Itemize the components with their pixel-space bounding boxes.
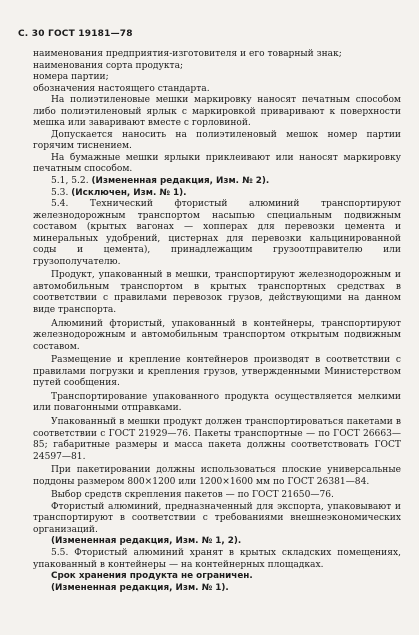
paragraph-text: На полиэтиленовые мешки маркировку наносят печатным способом либо полиэтиленовый ярлык с маркировкой приваривают к поверхности мешка или заваривают вместе с горловиной. [33, 95, 401, 129]
paragraph [33, 465, 401, 488]
paragraph-text: Продукт, упакованный в мешки, транспортируют железнодорожным и автомобильным транспортом в крытых транспортных средствах в соответствии с правилами перевозок грузов, действующими на данном виде транспорта. [33, 270, 401, 316]
paragraph [33, 188, 401, 200]
paragraph-text: При пакетировании должны использоваться плоские универсальные поддоны размером 800×1200 или 1200×1600 мм по ГОСТ 26381—84. [33, 465, 401, 487]
page-header: С. 30 ГОСТ 19181—78 [18, 29, 133, 39]
amendment-note: (Измененная редакция, Изм. № 2). [91, 176, 270, 187]
paragraph-text: номера партии; [33, 72, 109, 83]
paragraph [33, 502, 401, 537]
paragraph [33, 392, 401, 415]
paragraph-text: Размещение и крепление контейнеров производят в соответствии с правилами погрузки и крепления грузов, утвержденными Министерством путей сообщения. [33, 355, 401, 389]
paragraph-text: Упакованный в мешки продукт должен транспортироваться пакетами в соответствии с ГОСТ 21929—76. Пакеты транспортные — по ГОСТ 26663—85; габаритные размеры и масса пакета должны соответствовать ГОСТ 24597—81. [33, 416, 401, 462]
paragraph [33, 571, 401, 583]
amendment-note: (Измененная редакция, Изм. № 1). [51, 582, 229, 593]
paragraph [33, 548, 401, 571]
document-body [33, 49, 401, 594]
paragraph-text: 5.4. Технический фтористый алюминий транспортируют железнодорожным транспортом насыпью специальным подвижным составом (крытых вагонах — хопперах для перевозки цемента и минеральных удобрений, цистернах для перевозки кальцинированной соды и цемента), принадлежащим грузоотправителю или грузополучателю. [33, 199, 401, 267]
paragraph [33, 84, 401, 96]
paragraph [33, 130, 401, 153]
amendment-note: (Исключен, Изм. № 1). [71, 187, 187, 198]
paragraph-text: Допускается наносить на полиэтиленовый мешок номер партии горячим тиснением. [33, 129, 401, 152]
paragraph [33, 61, 401, 73]
amendment-note: Срок хранения продукта не ограничен. [51, 571, 253, 582]
paragraph-text: наименования сорта продукта; [33, 60, 184, 71]
paragraph-text: обозначения настоящего стандарта. [33, 83, 210, 94]
section-number: 5.3. [51, 187, 72, 198]
paragraph-text: Фтористый алюминий, предназначенный для экспорта, упаковывают и транспортируют в соответствии с требованиями внешнеэкономических организаций. [33, 501, 401, 535]
paragraph-text: На бумажные мешки ярлыки приклеивают или наносят маркировку печатным способом. [33, 152, 401, 175]
section-number: 5.1, 5.2. [51, 176, 92, 187]
paragraph-text: наименования предприятия-изготовителя и его товарный знак; [33, 49, 342, 59]
paragraph-text: Транспортирование упакованного продукта осуществляется мелкими или повагонными отправками. [33, 391, 401, 414]
paragraph-text: Выбор средств скрепления пакетов — по ГОСТ 21650—76. [51, 490, 334, 501]
paragraph [33, 72, 401, 84]
amendment-note: (Измененная редакция, Изм. № 1, 2). [51, 536, 242, 547]
paragraph [33, 199, 401, 268]
paragraph [33, 417, 401, 463]
paragraph-text: 5.5. Фтористый алюминий хранят в крытых складских помещениях, упакованный в контейнеры — на контейнерных площадках. [33, 547, 401, 570]
paragraph [33, 583, 401, 595]
paragraph [33, 355, 401, 390]
paragraph [33, 490, 401, 502]
paragraph [33, 319, 401, 354]
paragraph [33, 153, 401, 176]
paragraph [33, 95, 401, 130]
paragraph [33, 49, 401, 61]
paragraph [33, 270, 401, 316]
paragraph-text: Алюминий фтористый, упакованный в контейнеры, транспортируют железнодорожным и автомобильным транспортом открытым подвижным составом. [33, 318, 401, 352]
paragraph [33, 176, 401, 188]
paragraph [33, 536, 401, 548]
